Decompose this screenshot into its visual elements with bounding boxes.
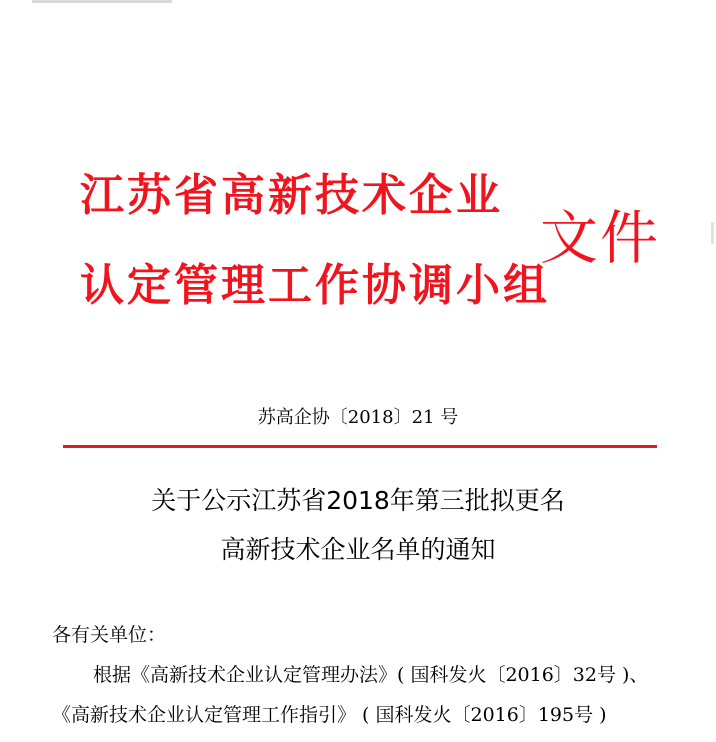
- notice-title-line-1: 关于公示江苏省2018年第三批拟更名: [151, 486, 565, 515]
- body-paragraph-line-1: 根据《高新技术企业认定管理办法》( 国科发火〔2016〕32号 )、: [93, 664, 649, 686]
- salutation: 各有关单位：: [52, 624, 167, 646]
- body-paragraph-line-2: 《高新技术企业认定管理工作指引》 ( 国科发火〔2016〕195号 ): [52, 704, 607, 726]
- top-edge-mark: [32, 0, 172, 3]
- issuer-name-line-2: 认定管理工作协调小组: [80, 260, 550, 311]
- red-separator-line: [63, 445, 657, 448]
- issuer-name-line-1: 江苏省高新技术企业: [80, 170, 503, 221]
- notice-title-line-2: 高新技术企业名单的通知: [220, 535, 496, 564]
- right-edge-mark: [711, 222, 714, 244]
- document-number: 苏高企协〔2018〕21 号: [257, 407, 459, 428]
- document-label: 文件: [540, 204, 661, 272]
